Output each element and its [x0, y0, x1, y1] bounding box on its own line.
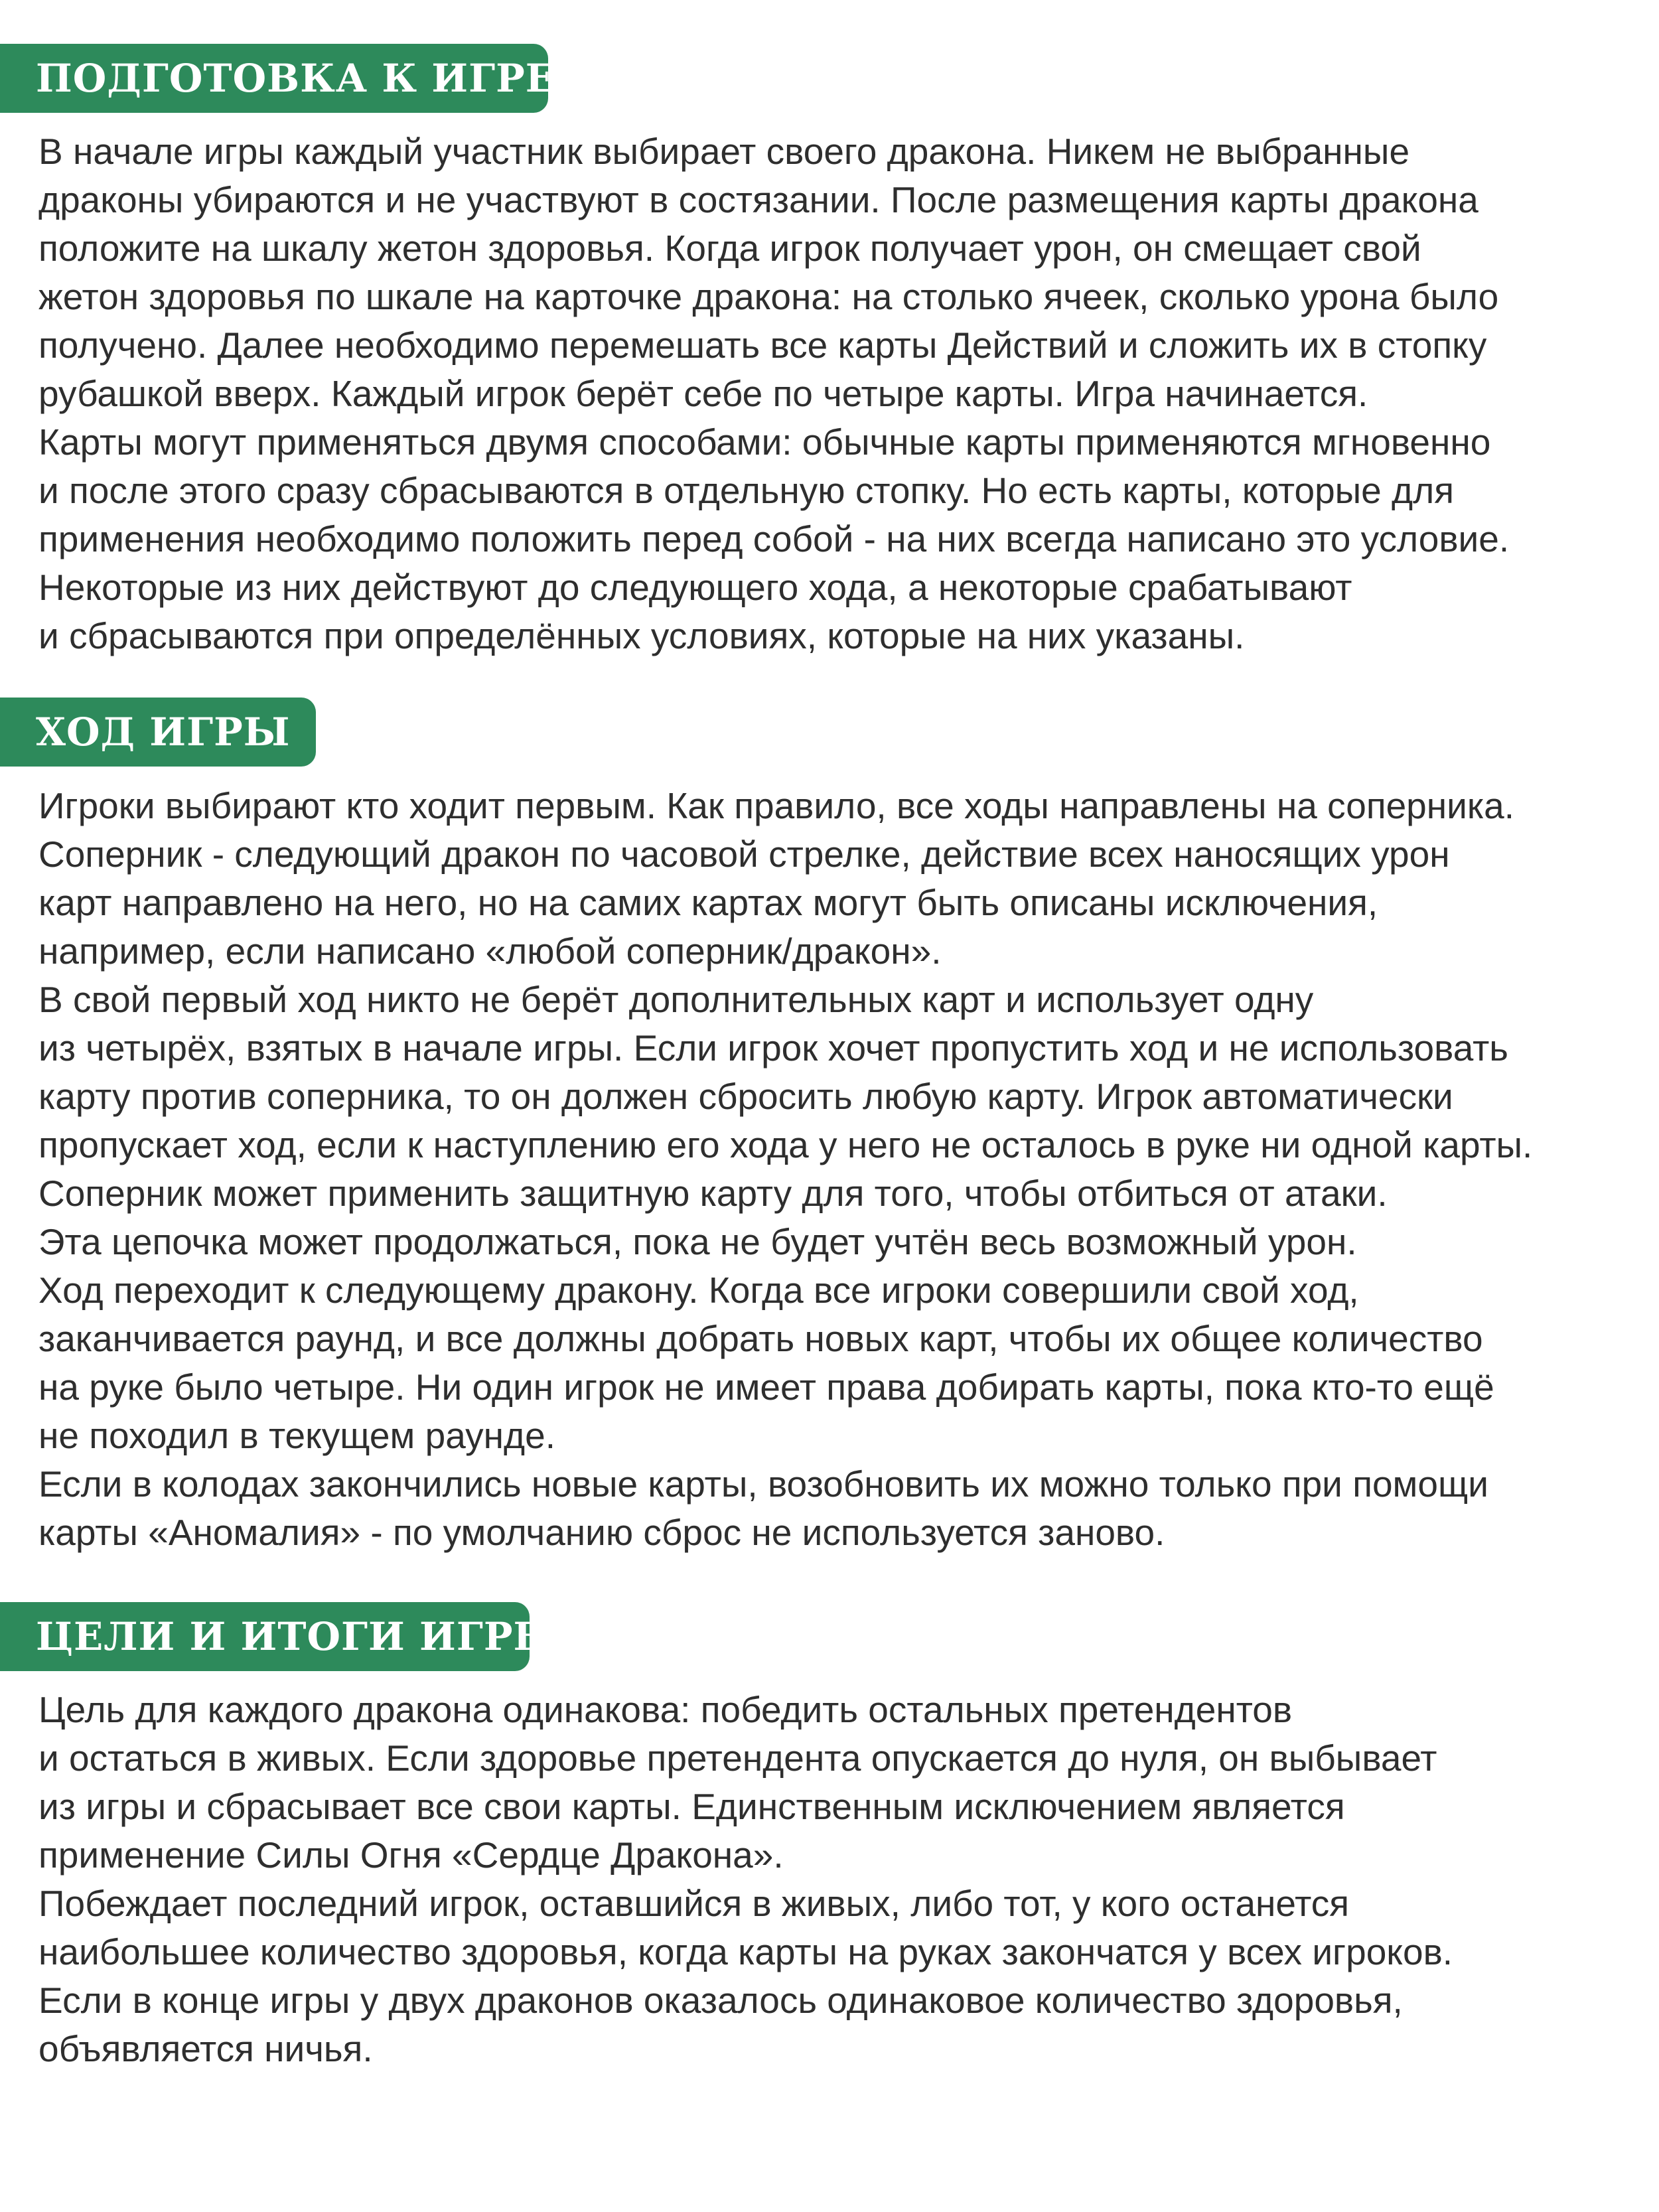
text-line: Игроки выбирают кто ходит первым. Как правило, все ходы направлены на соперника. — [38, 785, 1515, 826]
text-line: из игры и сбрасывает все свои карты. Единственным исключением является — [38, 1786, 1345, 1827]
text-line: рубашкой вверх. Каждый игрок берёт себе по четыре карты. Игра начинается. — [38, 373, 1368, 414]
text-line: В свой первый ход никто не берёт дополнительных карт и использует одну — [38, 979, 1314, 1020]
text-line: Цель для каждого дракона одинакова: победить остальных претендентов — [38, 1689, 1293, 1730]
text-line: Карты могут применяться двумя способами: обычные карты применяются мгновенно — [38, 421, 1491, 463]
text-line: Ход переходит к следующему дракону. Когда все игроки совершили свой ход, — [38, 1270, 1359, 1311]
text-line: наибольшее количество здоровья, когда карты на руках закончатся у всех игроков. — [38, 1931, 1453, 1972]
text-line: Соперник - следующий дракон по часовой стрелке, действие всех наносящих урон — [38, 834, 1450, 875]
text-line: Побеждает последний игрок, оставшийся в живых, либо тот, у кого останется — [38, 1883, 1350, 1924]
section-body-gameplay — [38, 782, 1644, 1557]
text-line: из четырёх, взятых в начале игры. Если игрок хочет пропустить ход и не использовать — [38, 1027, 1508, 1069]
text-line: Соперник может применить защитную карту для того, чтобы отбиться от атаки. — [38, 1173, 1388, 1214]
text-line: карты «Аномалия» - по умолчанию сброс не используется заново. — [38, 1512, 1165, 1553]
section-heading-gameplay — [0, 698, 316, 767]
section-heading-goals — [0, 1602, 561, 1671]
text-line: получено. Далее необходимо перемешать все карты Действий и сложить их в стопку — [38, 325, 1487, 366]
text-line: драконы убираются и не участвуют в состязании. После размещения карты дракона — [38, 179, 1479, 220]
section-body-preparation — [38, 127, 1644, 660]
text-line: и после этого сразу сбрасываются в отдельную стопку. Но есть карты, которые для — [38, 470, 1455, 511]
text-line: Если в колодах закончились новые карты, возобновить их можно только при помощи — [38, 1463, 1488, 1505]
text-line: жетон здоровья по шкале на карточке дракона: на столько ячеек, сколько урона было — [38, 276, 1499, 317]
text-line: применение Силы Огня «Сердце Дракона». — [38, 1834, 784, 1876]
text-line: пропускает ход, если к наступлению его хода у него не осталось в руке ни одной карты. — [38, 1124, 1533, 1165]
text-line: не походил в текущем раунде. — [38, 1415, 555, 1456]
text-line: карту против соперника, то он должен сбросить любую карту. Игрок автоматически — [38, 1076, 1453, 1117]
text-line: карт направлено на него, но на самих картах могут быть описаны исключения, — [38, 882, 1378, 923]
text-line: Некоторые из них действуют до следующего хода, а некоторые срабатывают — [38, 567, 1352, 608]
text-line: и сбрасываются при определённых условиях, которые на них указаны. — [38, 615, 1245, 656]
section-heading-preparation — [0, 44, 555, 113]
text-line: например, если написано «любой соперник/дракон». — [38, 930, 942, 972]
section-body-goals — [38, 1686, 1644, 2073]
section-heading-text: ХОД ИГРЫ — [36, 709, 291, 755]
section-heading-text: ЦЕЛИ И ИТОГИ ИГРЫ — [36, 1614, 561, 1659]
section-heading-text: ПОДГОТОВКА К ИГРЕ — [36, 56, 555, 101]
text-line: Эта цепочка может продолжаться, пока не будет учтён весь возможный урон. — [38, 1221, 1357, 1262]
text-line: положите на шкалу жетон здоровья. Когда игрок получает урон, он смещает свой — [38, 228, 1421, 269]
text-line: объявляется ничья. — [38, 2028, 373, 2069]
text-line: и остаться в живых. Если здоровье претендента опускается до нуля, он выбывает — [38, 1737, 1437, 1779]
text-line: В начале игры каждый участник выбирает своего дракона. Никем не выбранные — [38, 131, 1410, 172]
text-line: заканчивается раунд, и все должны добрать новых карт, чтобы их общее количество — [38, 1318, 1483, 1359]
text-line: применения необходимо положить перед собой - на них всегда написано это условие. — [38, 518, 1510, 559]
text-line: Если в конце игры у двух драконов оказалось одинаковое количество здоровья, — [38, 1980, 1403, 2021]
text-line: на руке было четыре. Ни один игрок не имеет права добирать карты, пока кто-то ещё — [38, 1366, 1494, 1408]
